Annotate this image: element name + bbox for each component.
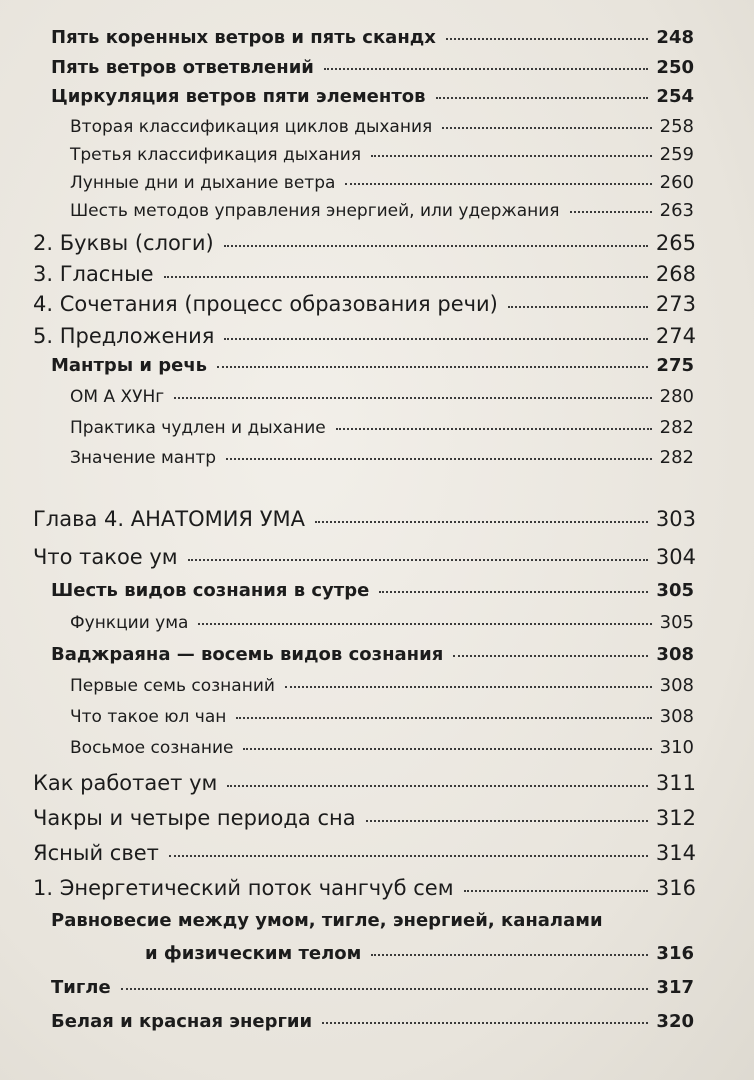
toc-entry-chapter xyxy=(33,509,696,530)
toc-entry xyxy=(33,878,696,899)
dot-leader xyxy=(188,559,648,561)
toc-entry-page: 314 xyxy=(655,841,696,865)
toc-entry xyxy=(70,614,694,632)
toc-entry xyxy=(70,419,694,437)
toc-entry-title: 3. Гласные xyxy=(33,262,154,286)
toc-entry-title: 1. Энергетический поток чангчуб сем xyxy=(33,876,454,900)
toc-entry-title: 4. Сочетания (процесс образования речи) xyxy=(33,292,498,316)
toc-entry-title: Практика чудлен и дыхание xyxy=(70,418,326,438)
toc-entry-title: Пять коренных ветров и пять скандх xyxy=(51,27,436,48)
toc-entry-page: 263 xyxy=(659,200,694,221)
dot-leader xyxy=(243,748,651,750)
toc-entry xyxy=(51,88,694,106)
dot-leader xyxy=(227,785,648,787)
toc-entry xyxy=(51,582,694,600)
toc-entry-title: 5. Предложения xyxy=(33,324,215,348)
toc-entry-page: 312 xyxy=(655,806,696,830)
toc-entry-title: Ясный свет xyxy=(33,841,159,865)
toc-entry-page: 265 xyxy=(655,231,696,255)
toc-entry-page: 260 xyxy=(659,172,694,193)
toc-entry-title: Тигле xyxy=(51,977,111,998)
toc-entry-title: и физическим телом xyxy=(145,943,362,964)
dot-leader xyxy=(570,211,652,213)
toc-entry-page: 304 xyxy=(655,545,696,569)
dot-leader xyxy=(442,127,651,129)
toc-entry xyxy=(51,979,694,997)
toc-entry-title: Чакры и четыре периода сна xyxy=(33,806,356,830)
toc-entry-page: 250 xyxy=(656,57,694,78)
toc-entry-title: Что такое юл чан xyxy=(70,707,227,727)
toc-entry xyxy=(70,708,694,726)
toc-entry-page: 248 xyxy=(656,27,694,48)
toc-entry-page: 303 xyxy=(655,507,696,531)
toc-entry xyxy=(70,388,694,406)
toc-entry-title: Первые семь сознаний xyxy=(70,676,275,696)
dot-leader xyxy=(324,68,649,70)
dot-leader xyxy=(508,306,648,308)
dot-leader xyxy=(236,717,651,719)
toc-entry-page: 282 xyxy=(659,447,694,468)
toc-entry xyxy=(70,174,694,192)
toc-entry-title: Циркуляция ветров пяти элементов xyxy=(51,86,426,107)
dot-leader xyxy=(224,338,648,340)
toc-entry-page: 268 xyxy=(655,262,696,286)
toc-entry xyxy=(33,547,696,568)
toc-entry xyxy=(33,843,696,864)
toc-entry-page: 320 xyxy=(656,1011,694,1032)
toc-entry-page: 274 xyxy=(655,324,696,348)
toc-entry-page: 258 xyxy=(659,116,694,137)
dot-leader xyxy=(169,855,648,857)
toc-entry-page: 275 xyxy=(656,355,694,376)
toc-entry-title: Восьмое сознание xyxy=(70,738,234,758)
toc-entry xyxy=(33,264,696,285)
toc-entry xyxy=(33,326,696,347)
toc-entry xyxy=(145,945,694,963)
toc-entry-page: 308 xyxy=(656,644,694,665)
toc-entry xyxy=(70,739,694,757)
toc-entry xyxy=(51,357,694,375)
toc-entry-page: 254 xyxy=(656,86,694,107)
dot-leader xyxy=(226,458,652,460)
toc-entry xyxy=(33,233,696,254)
toc-entry xyxy=(70,202,694,220)
toc-entry-title: Что такое ум xyxy=(33,545,178,569)
dot-leader xyxy=(336,428,652,430)
toc-entry xyxy=(33,773,696,794)
toc-entry-page: 305 xyxy=(659,612,694,633)
dot-leader xyxy=(198,623,651,625)
toc-entry xyxy=(51,646,694,664)
toc-entry-title: Функции ума xyxy=(70,613,189,633)
dot-leader xyxy=(371,954,648,956)
toc-entry-title: Лунные дни и дыхание ветра xyxy=(70,173,336,193)
toc-entry-title: Значение мантр xyxy=(70,448,217,468)
dot-leader xyxy=(345,183,651,185)
dot-leader xyxy=(315,521,648,523)
dot-leader xyxy=(285,686,652,688)
toc-entry xyxy=(33,294,696,315)
toc-entry xyxy=(51,29,694,47)
toc-entry-title: Ваджраяна — восемь видов сознания xyxy=(51,644,444,665)
toc-entry-title: 2. Буквы (слоги) xyxy=(33,231,214,255)
dot-leader xyxy=(446,38,649,40)
toc-entry-title: Третья классификация дыхания xyxy=(70,145,362,165)
toc-entry xyxy=(51,59,694,77)
toc-entry-title: Шесть методов управления энергией, или удержания xyxy=(70,201,560,221)
toc-entry-title: Глава 4. АНАТОМИЯ УМА xyxy=(33,507,305,531)
dot-leader xyxy=(464,890,648,892)
toc-entry-page: 259 xyxy=(659,144,694,165)
dot-leader xyxy=(164,276,648,278)
dot-leader xyxy=(436,97,649,99)
dot-leader xyxy=(453,655,648,657)
toc-entry-page: 317 xyxy=(656,977,694,998)
dot-leader xyxy=(379,591,648,593)
toc-entry-page: 308 xyxy=(659,675,694,696)
toc-entry-title: Пять ветров ответвлений xyxy=(51,57,314,78)
toc-entry xyxy=(70,146,694,164)
toc-entry-title: ОМ А ХУНг xyxy=(70,387,165,407)
toc-entry xyxy=(70,449,694,467)
toc-entry-page: 316 xyxy=(656,943,694,964)
toc-entry xyxy=(70,118,694,136)
toc-entry-title: Вторая классификация циклов дыхания xyxy=(70,117,433,137)
dot-leader xyxy=(371,155,652,157)
toc-entry xyxy=(33,808,696,829)
toc-entry-title-line1: Равновесие между умом, тигле, энергией, каналами xyxy=(51,910,603,931)
toc-entry-page: 308 xyxy=(659,706,694,727)
toc-entry xyxy=(51,1013,694,1031)
toc-entry-title: Мантры и речь xyxy=(51,355,208,376)
dot-leader xyxy=(322,1022,648,1024)
toc-entry-page: 282 xyxy=(659,417,694,438)
toc-entry-title: Белая и красная энергии xyxy=(51,1011,313,1032)
dot-leader xyxy=(121,988,649,990)
dot-leader xyxy=(174,397,651,399)
dot-leader xyxy=(366,820,648,822)
toc-entry-title: Шесть видов сознания в сутре xyxy=(51,580,370,601)
toc-entry-page: 273 xyxy=(655,292,696,316)
dot-leader xyxy=(217,366,648,368)
toc-entry-page: 280 xyxy=(659,386,694,407)
toc-entry-page: 311 xyxy=(655,771,696,795)
dot-leader xyxy=(224,245,648,247)
toc-entry xyxy=(70,677,694,695)
toc-entry-page: 316 xyxy=(655,876,696,900)
toc-entry-page: 310 xyxy=(659,737,694,758)
toc-entry-page: 305 xyxy=(656,580,694,601)
toc-entry-title: Как работает ум xyxy=(33,771,218,795)
